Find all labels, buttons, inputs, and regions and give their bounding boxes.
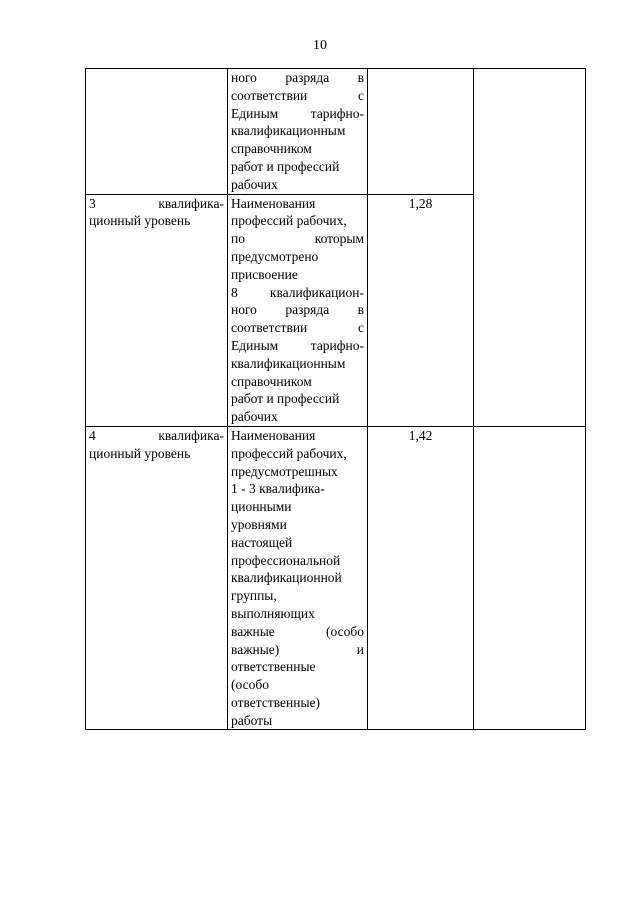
coefficient-value: 1,42	[408, 427, 433, 443]
text-line	[231, 140, 364, 158]
word: важные)	[231, 641, 280, 657]
word: соответствии	[231, 87, 308, 103]
word: предусмотрено	[231, 248, 319, 264]
word: ционный уровень	[89, 213, 191, 229]
text-line	[231, 658, 364, 676]
word: Единым	[231, 337, 279, 353]
text-line	[231, 445, 364, 463]
text-line	[89, 195, 224, 213]
coefficient-value: 1,28	[408, 195, 433, 211]
text-line	[231, 605, 364, 623]
word: тарифно-	[310, 337, 364, 353]
word: разряда	[285, 302, 330, 318]
professions-cell	[228, 426, 368, 730]
word: 3	[89, 195, 96, 211]
word: которым	[314, 231, 364, 247]
word: квалификационной	[231, 570, 342, 586]
text-line	[231, 516, 364, 534]
text-line	[231, 712, 364, 730]
word: уровнями	[231, 516, 287, 532]
word: в	[357, 302, 364, 318]
text-line	[231, 569, 364, 587]
word: ного	[231, 302, 257, 318]
coefficient-cell	[368, 194, 474, 426]
text-line	[231, 212, 364, 230]
qualification-table	[85, 68, 586, 730]
word: и	[356, 641, 364, 657]
text-line	[231, 87, 364, 105]
word: работ и профессий	[231, 391, 340, 407]
word: квалификацион-	[269, 284, 364, 300]
word: разряда	[285, 70, 330, 85]
word: справочником	[231, 141, 312, 157]
word: тарифно-	[310, 105, 364, 121]
text-line	[231, 676, 364, 694]
text-line	[231, 337, 364, 355]
word: рабочих	[231, 409, 278, 425]
word: Единым	[231, 105, 279, 121]
word: соответствии	[231, 320, 308, 336]
text-line	[231, 105, 364, 123]
text-line	[231, 587, 364, 605]
text-line	[231, 284, 364, 302]
professions-cell	[228, 69, 368, 195]
word: работы	[231, 712, 273, 728]
text-line	[231, 390, 364, 408]
text-line	[231, 176, 364, 194]
word: ционными	[231, 499, 292, 515]
text-line	[231, 158, 364, 176]
word: выполняющих	[231, 605, 315, 621]
level-cell	[86, 194, 228, 426]
level-cell	[86, 69, 228, 195]
word: 1 - 3 квалифика-	[231, 481, 325, 497]
word: группы,	[231, 588, 277, 604]
text-line	[231, 498, 364, 516]
coefficient-cell	[368, 426, 474, 730]
text-line	[231, 195, 364, 213]
word: по	[231, 231, 245, 247]
word: профессий рабочих,	[231, 445, 347, 461]
coefficient-cell	[368, 69, 474, 195]
extra-cell	[474, 426, 586, 730]
page-number: 10	[313, 38, 327, 53]
text-line	[231, 230, 364, 248]
text-line	[231, 301, 364, 319]
word: профессий рабочих,	[231, 213, 347, 229]
word: настоящей	[231, 534, 293, 550]
text-line	[231, 248, 364, 266]
word: ционный уровень	[89, 445, 191, 461]
word: квалификационным	[231, 123, 346, 139]
text-line	[231, 552, 364, 570]
text-line	[231, 319, 364, 337]
text-line	[231, 427, 364, 445]
word: работ и профессий	[231, 158, 340, 174]
text-line	[231, 480, 364, 498]
word: ответственные	[231, 659, 316, 675]
word: квалификационным	[231, 355, 346, 371]
text-line	[231, 373, 364, 391]
word: Наименования	[231, 427, 316, 443]
word: присвоение	[231, 266, 298, 282]
word: квалифика-	[158, 195, 224, 211]
text-line	[231, 534, 364, 552]
text-line	[231, 694, 364, 712]
word: квалифика-	[158, 427, 224, 443]
extra-cell	[474, 69, 586, 427]
text-line	[231, 623, 364, 641]
word: 4	[89, 427, 96, 443]
text-line	[231, 122, 364, 140]
word: справочником	[231, 373, 312, 389]
word: профессиональной	[231, 552, 341, 568]
text-line	[89, 427, 224, 445]
text-line	[231, 463, 364, 481]
text-line	[231, 408, 364, 426]
text-line	[231, 641, 364, 659]
text-line	[89, 212, 224, 230]
word: Наименования	[231, 195, 316, 211]
text-line	[89, 445, 224, 463]
word: ответственные)	[231, 694, 321, 710]
word: (особо	[231, 677, 269, 693]
table-row	[86, 69, 586, 195]
professions-cell	[228, 194, 368, 426]
text-line	[231, 355, 364, 373]
level-cell	[86, 426, 228, 730]
word: важные	[231, 623, 275, 639]
word: предусмотрешных	[231, 463, 338, 479]
text-line	[231, 69, 364, 87]
word: (особо	[326, 623, 364, 639]
word: рабочих	[231, 176, 278, 192]
word: с	[358, 320, 364, 336]
word: ного	[231, 70, 257, 85]
word: в	[357, 70, 364, 85]
word: с	[358, 87, 364, 103]
word: 8	[231, 284, 238, 300]
table-row	[86, 426, 586, 730]
text-line	[231, 266, 364, 284]
